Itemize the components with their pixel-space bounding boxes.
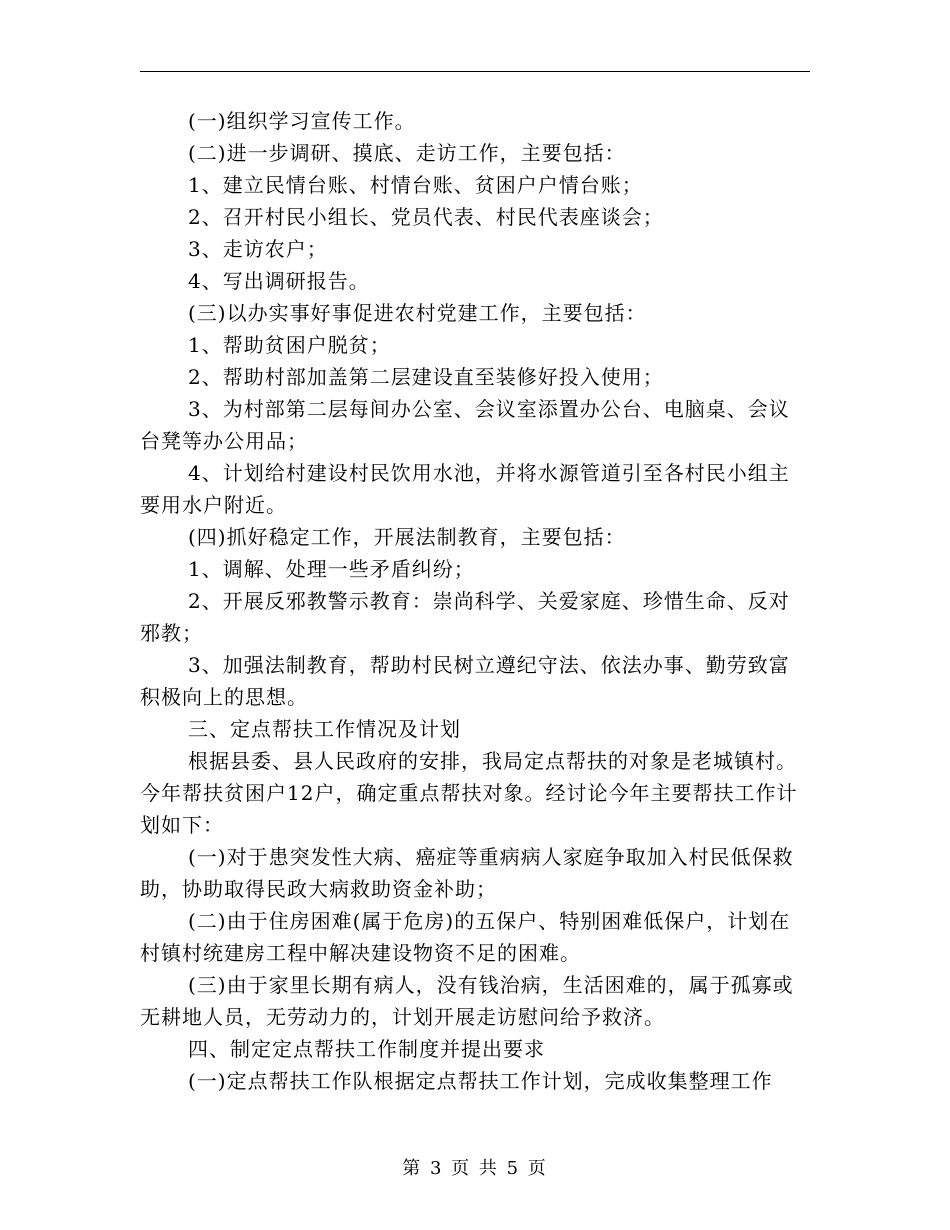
paragraph: (二)由于住房困难(属于危房)的五保户、特别困难低保户，计划在村镇村统建房工程中解决建设物资不足的困难。 — [140, 909, 791, 965]
page-number-footer: 第 3 页 共 5 页 — [402, 1158, 548, 1179]
paragraph: (一)组织学习宣传工作。 — [188, 109, 416, 133]
paragraph: 2、召开村民小组长、党员代表、村民代表座谈会； — [188, 205, 664, 229]
paragraph: 3、为村部第二层每间办公室、会议室添置办公台、电脑桌、会议台凳等办公用品； — [140, 397, 790, 453]
paragraph: 2、开展反邪教警示教育：崇尚科学、关爱家庭、珍惜生命、反对邪教； — [140, 589, 790, 645]
paragraph: 2、帮助村部加盖第二层建设直至装修好投入使用； — [188, 365, 664, 389]
header-rule — [140, 71, 810, 72]
body-text — [140, 105, 810, 1097]
paragraph: (四)抓好稳定工作，开展法制教育，主要包括： — [188, 525, 626, 549]
section-heading: 四、制定定点帮扶工作制度并提出要求 — [188, 1037, 545, 1061]
paragraph: 3、走访农户； — [188, 237, 328, 261]
paragraph: 1、调解、处理一些矛盾纠纷； — [188, 557, 475, 581]
paragraph: 1、建立民情台账、村情台账、贫困户户情台账； — [188, 173, 643, 197]
paragraph: (二)进一步调研、摸底、走访工作，主要包括： — [188, 141, 626, 165]
paragraph: (三)以办实事好事促进农村党建工作，主要包括： — [188, 301, 647, 325]
paragraph: 1、帮助贫困户脱贫； — [188, 333, 391, 357]
paragraph: (三)由于家里长期有病人，没有钱治病，生活困难的，属于孤寡或无耕地人员，无劳动力的，计划开展走访慰问给予救济。 — [140, 973, 794, 1029]
section-heading: 三、定点帮扶工作情况及计划 — [188, 717, 461, 741]
paragraph: 4、计划给村建设村民饮用水池，并将水源管道引至各村民小组主要用水户附近。 — [140, 461, 790, 517]
paragraph: (一)定点帮扶工作队根据定点帮扶工作计划，完成收集整理工作 — [188, 1069, 773, 1093]
paragraph: (一)对于患突发性大病、癌症等重病病人家庭争取加入村民低保救助，协助取得民政大病救助资金补助； — [140, 845, 794, 901]
paragraph: 4、写出调研报告。 — [188, 269, 370, 293]
paragraph: 根据县委、县人民政府的安排，我局定点帮扶的对象是老城镇村。今年帮扶贫困户12户，确定重点帮扶对象。经讨论今年主要帮扶工作计划如下： — [140, 749, 798, 837]
paragraph: 3、加强法制教育，帮助村民树立遵纪守法、依法办事、勤劳致富积极向上的思想。 — [140, 653, 790, 709]
